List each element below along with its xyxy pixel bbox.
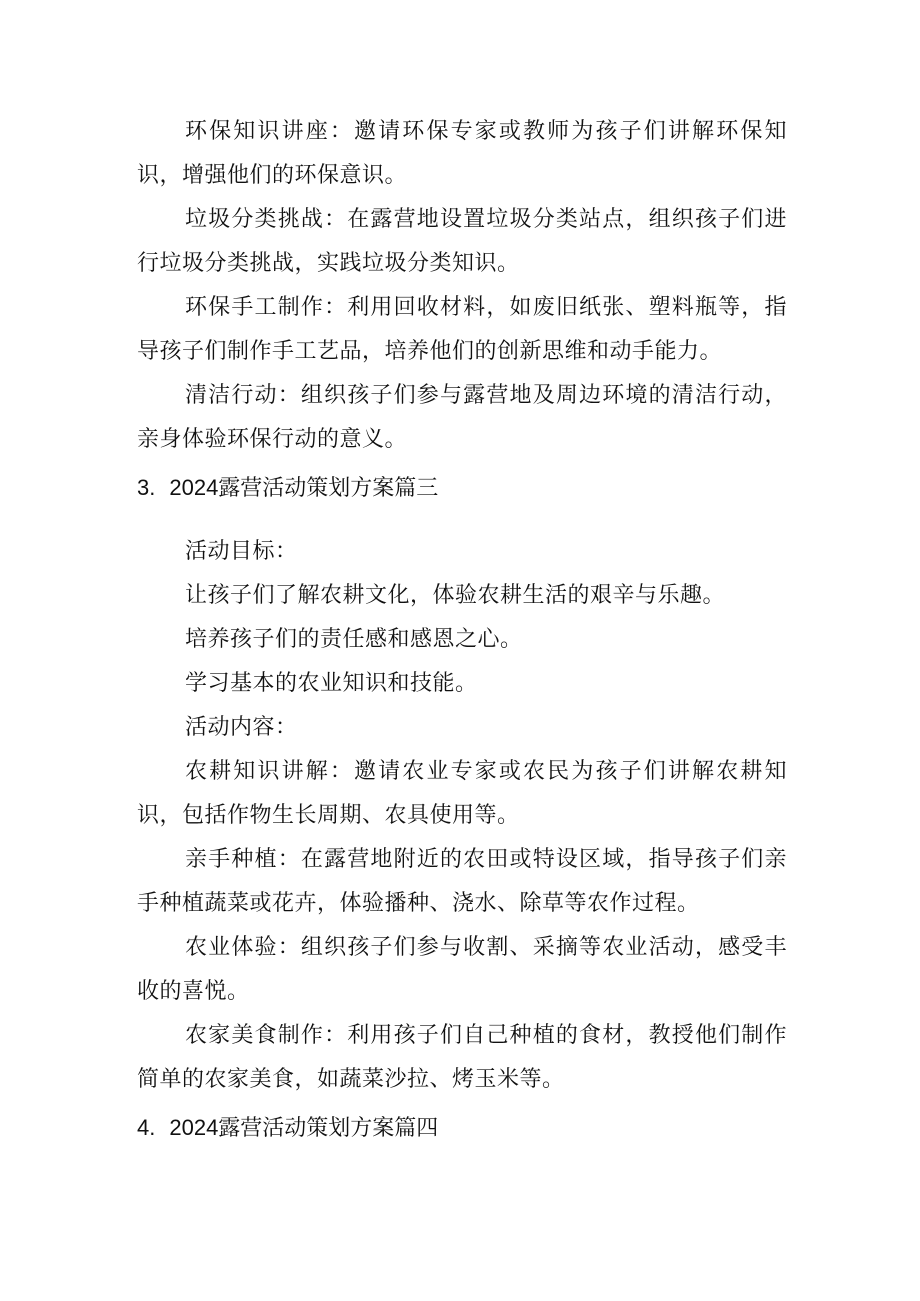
content-label: 活动内容： [185, 715, 298, 740]
paragraph-farm-experience: 农业体验：组织孩子们参与收割、采摘等农业活动，感受丰收的喜悦。 [137, 935, 787, 1004]
section-4-number: 4. [137, 1115, 156, 1140]
paragraph-farm-food: 农家美食制作：利用孩子们自己种植的食材，教授他们制作简单的农家美食，如蔬菜沙拉、烤玉米等。 [137, 1023, 787, 1092]
section-3-title: 2024露营活动策划方案篇三 [169, 475, 439, 500]
paragraph-handcraft: 环保手工制作：利用回收材料，如废旧纸张、塑料瓶等，指导孩子们制作手工艺品，培养他们的创新思维和动手能力。 [137, 295, 787, 364]
paragraph-farming-lecture: 农耕知识讲解：邀请农业专家或农民为孩子们讲解农耕知识，包括作物生长周期、农具使用等。 [137, 759, 787, 828]
goal-item: 让孩子们了解农耕文化，体验农耕生活的艰辛与乐趣。 [185, 583, 726, 608]
section-4-heading [137, 1106, 787, 1150]
goal-item: 培养孩子们的责任感和感恩之心。 [185, 627, 523, 652]
section-3-heading [137, 466, 787, 510]
paragraph-env-lecture: 环保知识讲座：邀请环保专家或教师为孩子们讲解环保知识，增强他们的环保意识。 [137, 119, 787, 188]
goals-label: 活动目标： [185, 539, 298, 564]
paragraph-cleanup: 清洁行动：组织孩子们参与露营地及周边环境的清洁行动，亲身体验环保行动的意义。 [137, 383, 787, 452]
section-3-number: 3. [137, 475, 156, 500]
section-4-title: 2024露营活动策划方案篇四 [169, 1115, 439, 1140]
paragraph-sorting-challenge: 垃圾分类挑战：在露营地设置垃圾分类站点，组织孩子们进行垃圾分类挑战，实践垃圾分类知识。 [137, 207, 787, 276]
goal-item: 学习基本的农业知识和技能。 [185, 671, 478, 696]
paragraph-planting: 亲手种植：在露营地附近的农田或特设区域，指导孩子们亲手种植蔬菜或花卉，体验播种、浇水、除草等农作过程。 [137, 847, 787, 916]
